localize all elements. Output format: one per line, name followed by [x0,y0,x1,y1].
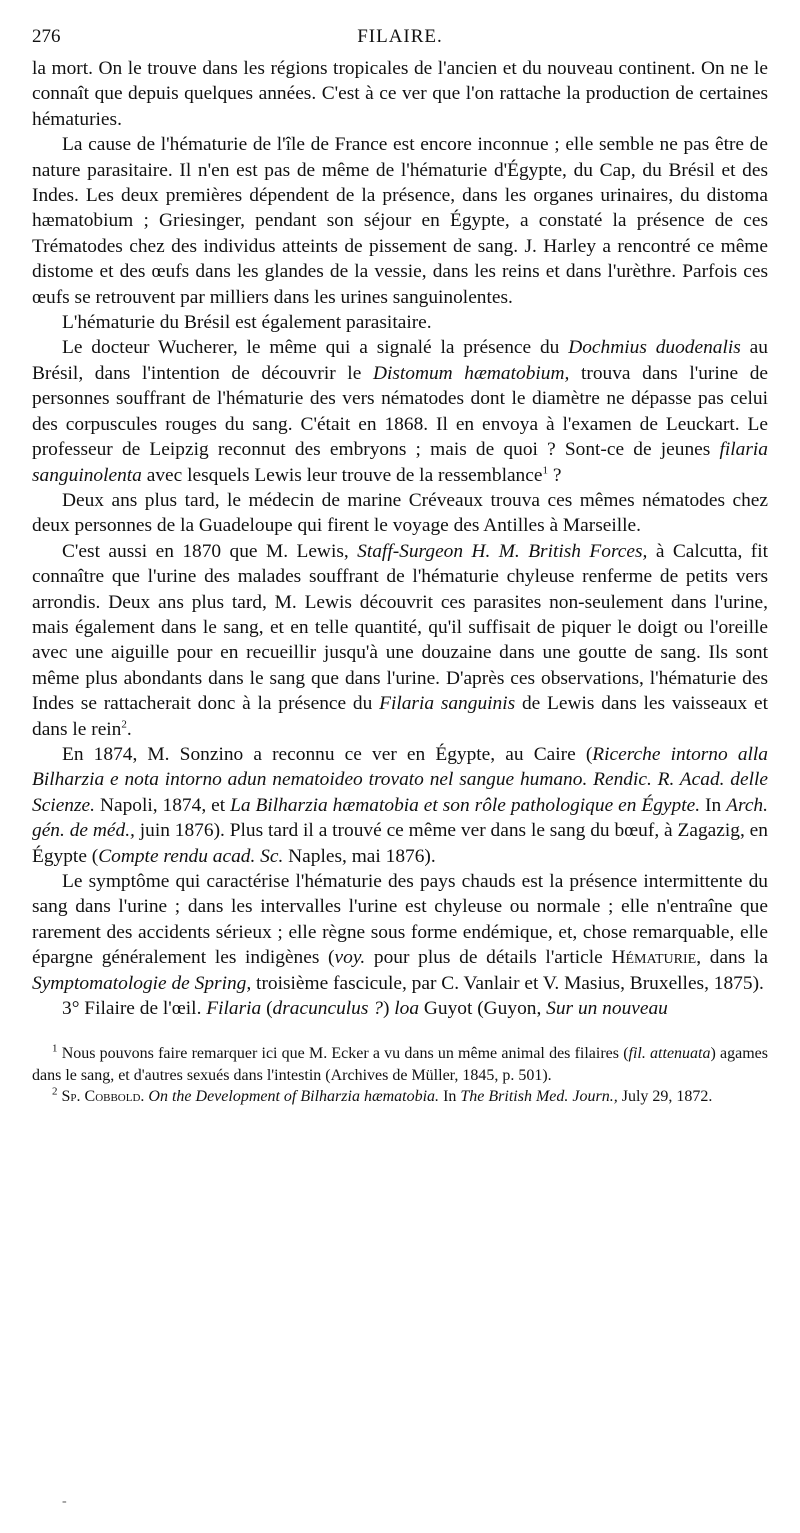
text-run: Le docteur Wucherer, le même qui a signalé la présence du [62,337,569,359]
footnote-mark: 2 [52,1086,58,1099]
italic-term: voy. [334,947,366,969]
italic-term: filaria sanguinolenta [32,439,768,486]
italic-term: Filaria [206,998,262,1020]
italic-term: Staff-Surgeon H. M. British Forces, [357,540,648,562]
small-caps-term: Hématurie [611,947,697,969]
italic-term: On the Development of Bilharzia hæmatobia. [148,1088,440,1106]
footnote-mark: 1 [52,1043,58,1056]
italic-term: Filaria sanguinis [379,693,516,715]
paragraph [32,869,768,996]
bottom-mark: - [62,1494,67,1509]
italic-term: Arch. gén. de méd., [32,794,768,842]
text-run: avec lesquels Lewis leur trouve de la ressemblance [141,464,543,486]
text-run: En 1874, M. Sonzino a reconnu ce ver en Égypte, au Caire ( [62,743,593,765]
footnote [32,1086,768,1108]
paragraph [32,742,768,869]
text-run: Naples, mai 1876). [283,845,436,867]
footnote-ref: 1 [542,464,548,477]
page-number: 276 [32,26,61,47]
text-run: ) [382,998,395,1020]
text-run: Nous pouvons faire remarquer ici que M. Ecker a vu dans un même animal des filaires ( [57,1045,629,1063]
footnote [32,1043,768,1086]
italic-term: Compte rendu acad. Sc. [98,845,284,867]
text-run: 3° Filaire de l'œil. [62,998,207,1020]
text-run: Le symptôme qui caractérise l'hématurie des pays chauds est la présence intermittente du sang dans l'urine ; dans les intervalles l'urine est chyleuse ou normale ; elle n'entraîne que rarement des accidents sérieux ; elle règne sous forme endémique, et, chose remarquable, elle épargne généralement les indigènes ( [32,871,768,969]
paragraph [32,335,768,487]
italic-term: loa [394,998,420,1020]
italic-term: Distomum hæmatobium, [372,362,570,384]
text-run: trouva dans l'urine de personnes souffrant de l'hématurie des vers nématodes dont le diamètre ne dépasse pas celui des corpuscules rouges du sang. C'était en 1868. Il en envoya à l'examen de Leuckart. Le professeur de Leipzig reconnut des embryons ; mais de quoi ? Sont-ce de jeunes [32,362,768,461]
text-run: juin 1876). Plus tard il a trouvé ce même ver dans le sang du bœuf, à Zagazig, en Égypte ( [32,820,768,867]
text-run: In [700,794,727,816]
italic-term: dracunculus ? [272,998,383,1020]
italic-term: Sur un nouveau [546,998,668,1020]
italic-term: Ricerche intorno alla Bilharzia e nota intorno adun nematoideo trovato nel sangue humano. Rendic. R. Acad. delle Scienze. [32,743,768,816]
paragraph: L'hématurie du Brésil est également parasitaire. [62,312,432,334]
text-run: ) agames dans le sang, et d'autres sexués dans l'intestin (Archives de Müller, 1845, p. 501). [32,1045,768,1084]
italic-term: Symptomatologie de Spring, [32,972,252,994]
paragraph: la mort. On le trouve dans les régions tropicales de l'ancien et du nouveau continent. On ne le connaît que depuis quelques années. C'est à ce ver que l'on rattache la production de certaines hématuries. [32,58,768,130]
text-run: C'est aussi en 1870 que M. Lewis, [62,540,358,562]
text-run: ( [261,998,273,1020]
paragraph [32,539,768,742]
text-run: de Lewis dans les vaisseaux et dans le rein [32,693,768,740]
text-run: In [439,1088,461,1106]
footnote-ref: 2 [121,718,127,731]
text-run: troisième fascicule, par C. Vanlair et V. Masius, Bruxelles, 1875). [251,972,764,994]
paragraph [32,996,768,1021]
text-run: ? [547,464,562,486]
italic-term: La Bilharzia hæmatobia et son rôle pathologique en Égypte. [230,794,701,816]
body-text [32,56,768,1021]
small-caps-author: Sp. Cobbold. [61,1088,145,1106]
text-run: au Brésil, dans l'intention de découvrir le [32,337,768,384]
book-page [32,26,768,1108]
text-run: Guyot (Guyon, [419,998,547,1020]
italic-term: fil. attenuata [628,1045,711,1063]
text-run: à Calcutta, fit connaître que l'urine des malades souffrant de l'hématurie chyleuse renferme de petits vers arrondis. Deux ans plus tard, M. Lewis découvrit ces parasites non-seulement dans l'urine, mais également dans le sang, et en telle quantité, qu'il suffisait de piquer le doigt ou l'oreille avec une aiguille pour en recueillir jusqu'à une douzaine dans une goutte de sang. Ils sont même plus abondants dans le sang que dans l'urine. D'après ces observations, l'hématurie des Indes se rattacherait donc à la présence du [32,540,768,715]
italic-term: The British Med. Journ., [460,1088,618,1106]
paragraph: La cause de l'hématurie de l'île de France est encore inconnue ; elle semble ne pas être de nature parasitaire. Il n'en est pas de même de l'hématurie d'Égypte, du Cap, du Brésil et des Indes. Les deux premières dépendent de la présence, dans les organes urinaires, du distoma hæmatobium ; Griesinger, pendant son séjour en Égypte, a constaté la présence de ces Trématodes chez des individus atteints de pissement de sang. J. Harley a rencontré ce même distome et des œufs dans les glandes de la vessie, dans les reins et dans l'urèthre. Parfois ces œufs se retrouvent par milliers dans les urines sanguinolentes. [32,134,768,308]
page-header [32,26,768,56]
text-run: July 29, 1872. [617,1088,713,1106]
text-run: , dans la [696,947,768,969]
running-title: FILAIRE. [357,26,443,47]
text-run: pour plus de détails l'article [365,947,612,969]
italic-term: Dochmius duodenalis [568,337,741,359]
text-run: . [126,718,132,740]
text-run: Napoli, 1874, et [95,794,231,816]
paragraph: Deux ans plus tard, le médecin de marine Créveaux trouva ces mêmes nématodes chez deux personnes de la Guadeloupe qui firent le voyage des Antilles à Marseille. [32,489,768,537]
footnotes [32,1043,768,1108]
